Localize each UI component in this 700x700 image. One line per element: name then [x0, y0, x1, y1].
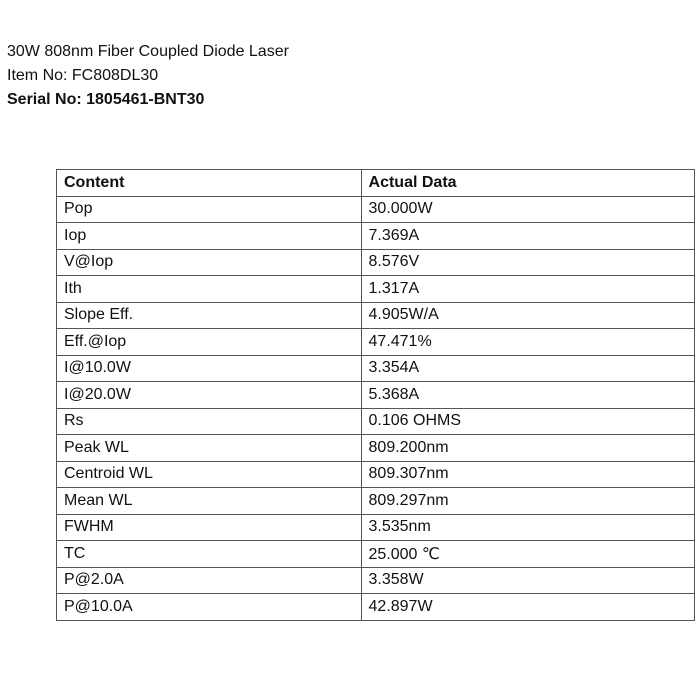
parameter-value: 3.535nm — [361, 514, 694, 541]
parameter-name: Centroid WL — [57, 461, 362, 488]
parameter-value: 47.471% — [361, 329, 694, 356]
parameter-name: I@10.0W — [57, 355, 362, 382]
parameter-value: 809.297nm — [361, 488, 694, 515]
table-row — [57, 196, 695, 223]
table-row — [57, 355, 695, 382]
document-header — [7, 40, 289, 112]
serial-number: Serial No: 1805461-BNT30 — [7, 91, 205, 108]
parameter-value: 3.358W — [361, 567, 694, 594]
table-row — [57, 408, 695, 435]
parameter-name: V@Iop — [57, 249, 362, 276]
parameter-value: 30.000W — [361, 196, 694, 223]
parameter-name: Peak WL — [57, 435, 362, 462]
table-row — [57, 302, 695, 329]
parameter-value: 8.576V — [361, 249, 694, 276]
table-row — [57, 329, 695, 356]
parameter-name: P@2.0A — [57, 567, 362, 594]
parameter-value: 809.307nm — [361, 461, 694, 488]
parameter-name: Eff.@Iop — [57, 329, 362, 356]
parameter-name: FWHM — [57, 514, 362, 541]
parameter-value: 3.354A — [361, 355, 694, 382]
table-row — [57, 594, 695, 621]
parameter-value: 809.200nm — [361, 435, 694, 462]
product-title: 30W 808nm Fiber Coupled Diode Laser — [7, 43, 289, 60]
parameter-value: 0.106 OHMS — [361, 408, 694, 435]
parameter-value: 7.369A — [361, 223, 694, 250]
parameter-name: Mean WL — [57, 488, 362, 515]
table-row — [57, 276, 695, 303]
parameter-value: 4.905W/A — [361, 302, 694, 329]
column-header-actual-data: Actual Data — [361, 170, 694, 197]
table-row — [57, 488, 695, 515]
table-row — [57, 435, 695, 462]
table-row — [57, 567, 695, 594]
item-number: Item No: FC808DL30 — [7, 67, 159, 84]
table-row — [57, 249, 695, 276]
table-row — [57, 461, 695, 488]
table-row — [57, 514, 695, 541]
parameter-name: Rs — [57, 408, 362, 435]
parameter-name: Iop — [57, 223, 362, 250]
parameter-name: P@10.0A — [57, 594, 362, 621]
table-header-row — [57, 170, 695, 197]
parameter-name: TC — [57, 541, 362, 568]
parameter-value: 5.368A — [361, 382, 694, 409]
parameter-name: Ith — [57, 276, 362, 303]
table-row — [57, 382, 695, 409]
test-data-table — [56, 169, 695, 621]
parameter-name: Slope Eff. — [57, 302, 362, 329]
column-header-content: Content — [57, 170, 362, 197]
table-row — [57, 223, 695, 250]
parameter-value: 42.897W — [361, 594, 694, 621]
table-row — [57, 541, 695, 568]
parameter-value: 25.000 ℃ — [361, 541, 694, 568]
parameter-name: Pop — [57, 196, 362, 223]
parameter-value: 1.317A — [361, 276, 694, 303]
parameter-name: I@20.0W — [57, 382, 362, 409]
